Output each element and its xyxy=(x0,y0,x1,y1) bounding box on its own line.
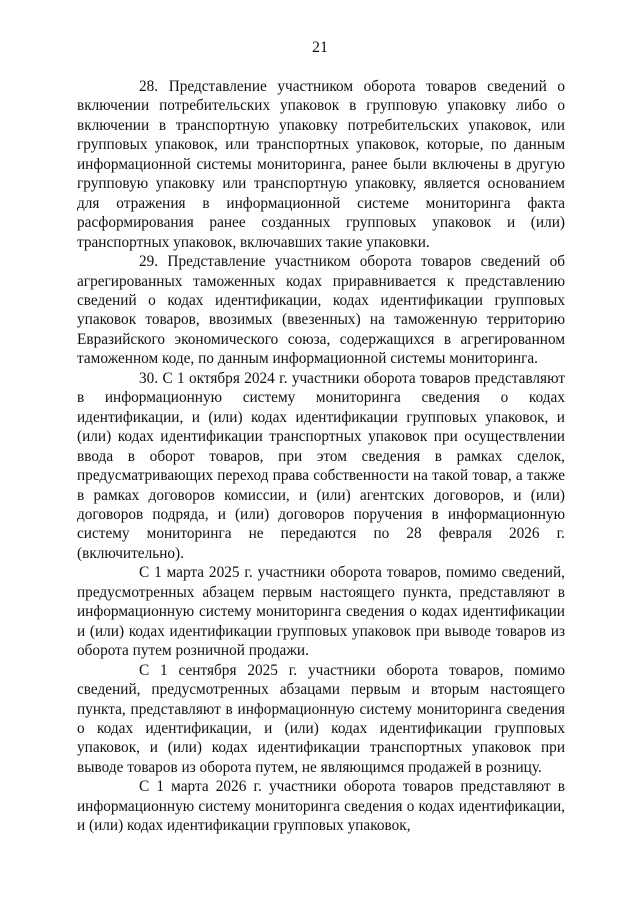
page-number: 21 xyxy=(312,39,328,56)
document-body xyxy=(77,77,565,836)
paragraph-30-march-2025: С 1 марта 2025 г. участники оборота товаров, помимо сведений, предусмотренных абзацем первым настоящего пункта, представляют в информационную систему мониторинга сведения о кодах идентификации и (или) кодах идентификации групповых упаковок при выводе товаров из оборота путем розничной продажи. xyxy=(77,564,565,660)
paragraph-30-september-2025: С 1 сентября 2025 г. участники оборота товаров, помимо сведений, предусмотренных абзацами первым и вторым настоящего пункта, представляют в информационную систему мониторинга сведения о кодах идентификации, и (или) кодах идентификации групповых упаковок, и (или) кодах идентификации транспортных упаковок при выводе товаров из оборота путем, не являющимся продажей в розницу. xyxy=(77,661,565,776)
paragraph-29: 29. Представление участником оборота товаров сведений об агрегированных таможенных кодах приравнивается к представлению сведений о кодах идентификации, кодах идентификации групповых упаковок товаров, ввозимых (ввезенных) на таможенную территорию Евразийского экономического союза, содержащихся в агрегированном таможенном коде, по данным информационной системы мониторинга. xyxy=(77,253,565,368)
paragraph-30: 30. С 1 октября 2024 г. участники оборота товаров представляют в информационную систему мониторинга сведения о кодах идентификации, и (или) кодах идентификации групповых упаковок, и (или) кодах идентификации транспортных упаковок при осуществлении ввода в оборот товаров, при этом сведения в рамках сделок, предусматривающих переход права собственности на такой товар, а также в рамках договоров комиссии, и (или) агентских договоров, и (или) договоров подряда, и (или) договоров поручения в информационную систему мониторинга не передаются по 28 февраля 2026 г. (включительно). xyxy=(77,369,565,562)
paragraph-28: 28. Представление участником оборота товаров сведений о включении потребительских упаковок в групповую упаковку либо о включении в транспортную упаковку потребительских упаковок, или групповых упаковок, или транспортных упаковок, которые, по данным информационной системы мониторинга, ранее были включены в другую групповую упаковку или транспортную упаковку, является основанием для отражения в информационной системе мониторинга факта расформирования ранее созданных групповых упаковок и (или) транспортных упаковок, включавших такие упаковки. xyxy=(77,78,565,251)
paragraph-30-march-2026: С 1 марта 2026 г. участники оборота товаров представляют в информационную систему мониторинга сведения о кодах идентификации, и (или) кодах идентификации групповых упаковок, xyxy=(77,778,565,835)
